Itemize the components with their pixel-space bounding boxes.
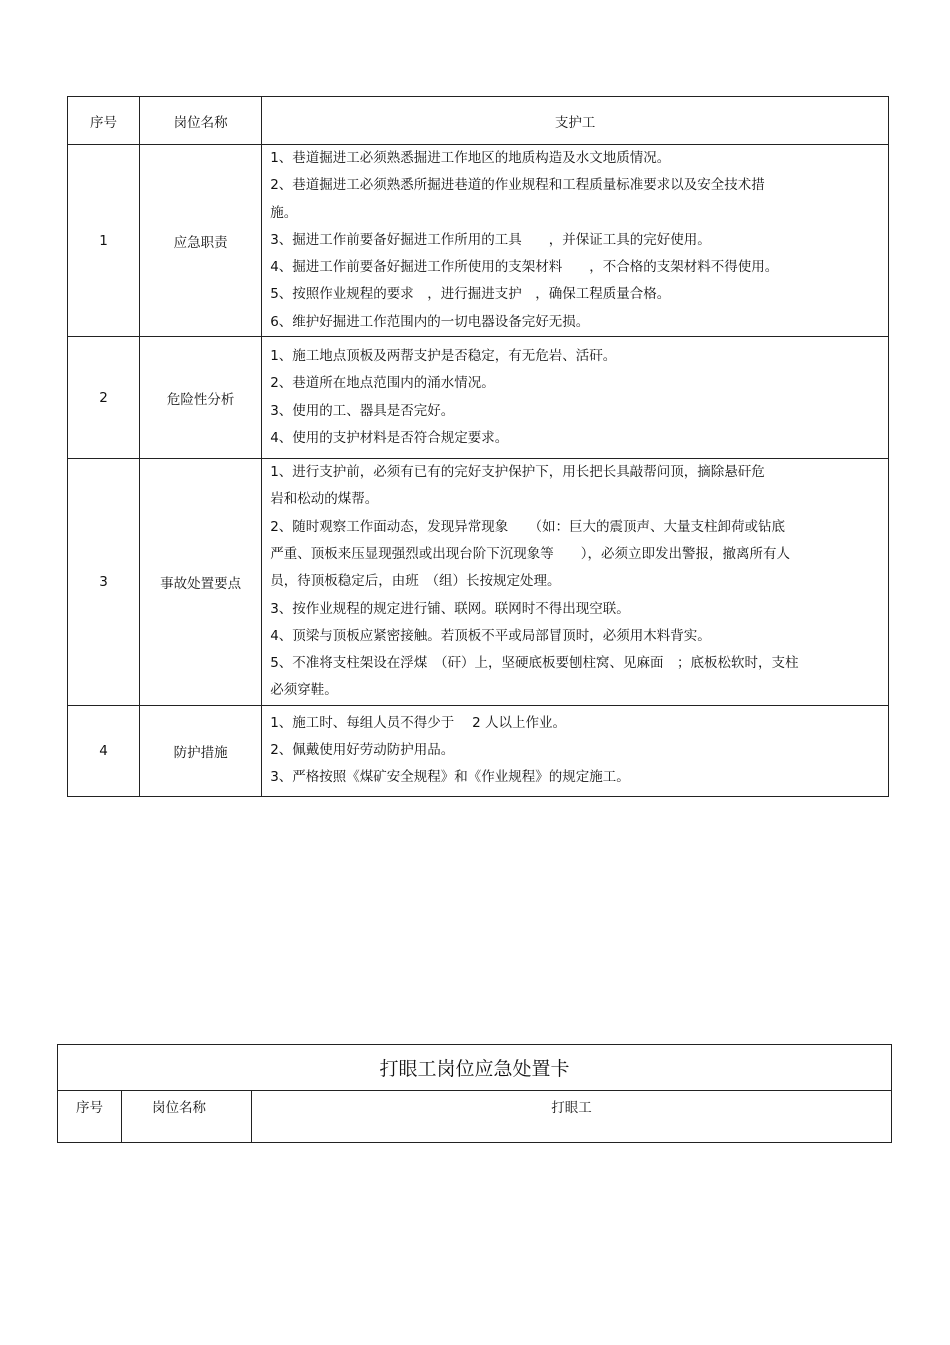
item-line: 2、随时观察工作面动态，发现异常现象 （如：巨大的震顶声、大量支柱卸荷或钻底 bbox=[270, 518, 786, 535]
header-row bbox=[58, 1091, 892, 1143]
item-line: 严重、顶板来压显现强烈或出现台阶下沉现象等 ），必须立即发出警报，撤离所有人 bbox=[270, 545, 790, 562]
item-line: 必须穿鞋。 bbox=[270, 682, 338, 699]
row-items bbox=[262, 705, 889, 796]
row-index: 3 bbox=[68, 459, 140, 706]
row-items bbox=[262, 145, 889, 337]
row-emergency-duties bbox=[68, 145, 889, 337]
header-job: 打眼工 bbox=[252, 1091, 892, 1143]
row-protective-measures bbox=[68, 705, 889, 796]
row-accident-handling bbox=[68, 459, 889, 706]
item-line: 1、施工时、每组人员不得少于 2 人以上作业。 bbox=[270, 714, 566, 731]
row-index: 4 bbox=[68, 705, 140, 796]
row-index: 1 bbox=[68, 145, 140, 337]
item-line: 岩和松动的煤帮。 bbox=[270, 491, 379, 508]
emergency-card-table-support-worker bbox=[67, 96, 889, 797]
row-category: 事故处置要点 bbox=[140, 459, 262, 706]
header-row bbox=[68, 97, 889, 145]
item-line: 5、按照作业规程的要求 ，进行掘进支护 ，确保工程质量合格。 bbox=[270, 286, 671, 303]
row-hazard-analysis bbox=[68, 337, 889, 459]
item-line: 4、使用的支护材料是否符合规定要求。 bbox=[270, 429, 509, 446]
item-line: 5、不准将支柱架设在浮煤 （矸）上，坚硬底板要刨柱窝、见麻面 ；底板松软时，支柱 bbox=[270, 655, 799, 672]
header-position-name: 岗位名称 bbox=[140, 97, 262, 145]
item-line: 3、按作业规程的规定进行铺、联网。联网时不得出现空联。 bbox=[270, 600, 630, 617]
row-items bbox=[262, 459, 889, 706]
item-line: 1、施工地点顶板及两帮支护是否稳定，有无危岩、活矸。 bbox=[270, 347, 617, 364]
item-line: 员，待顶板稳定后，由班 （组）长按规定处理。 bbox=[270, 573, 561, 590]
row-category: 危险性分析 bbox=[140, 337, 262, 459]
header-position-name: 岗位名称 bbox=[122, 1091, 252, 1143]
item-line: 2、佩戴使用好劳动防护用品。 bbox=[270, 742, 455, 759]
row-category: 防护措施 bbox=[140, 705, 262, 796]
item-line: 3、使用的工、器具是否完好。 bbox=[270, 402, 455, 419]
item-line: 1、进行支护前，必须有已有的完好支护保护下，用长把长具敲帮问顶，摘除悬矸危 bbox=[270, 464, 765, 481]
header-job: 支护工 bbox=[262, 97, 889, 145]
item-line: 2、巷道掘进工必须熟悉所掘进巷道的作业规程和工程质量标准要求以及安全技术措 bbox=[270, 177, 765, 194]
header-index: 序号 bbox=[58, 1091, 122, 1143]
emergency-card-table-driller bbox=[57, 1044, 892, 1143]
item-line: 1、巷道掘进工必须熟悉掘进工作地区的地质构造及水文地质情况。 bbox=[270, 150, 671, 166]
item-line: 2、巷道所在地点范围内的涌水情况。 bbox=[270, 375, 495, 392]
item-line: 4、掘进工作前要备好掘进工作所使用的支架材料 ，不合格的支架材料不得使用。 bbox=[270, 259, 779, 276]
row-items bbox=[262, 337, 889, 459]
item-line: 3、严格按照《煤矿安全规程》和《作业规程》的规定施工。 bbox=[270, 769, 630, 786]
row-category: 应急职责 bbox=[140, 145, 262, 337]
item-line: 6、维护好掘进工作范围内的一切电器设备完好无损。 bbox=[270, 313, 590, 330]
item-line: 4、顶梁与顶板应紧密接触。若顶板不平或局部冒顶时，必须用木料背实。 bbox=[270, 627, 711, 644]
row-index: 2 bbox=[68, 337, 140, 459]
item-line: 施。 bbox=[270, 204, 298, 221]
header-index: 序号 bbox=[68, 97, 140, 145]
card-title: 打眼工岗位应急处置卡 bbox=[58, 1045, 892, 1091]
item-line: 3、掘进工作前要备好掘进工作所用的工具 ，并保证工具的完好使用。 bbox=[270, 231, 711, 248]
